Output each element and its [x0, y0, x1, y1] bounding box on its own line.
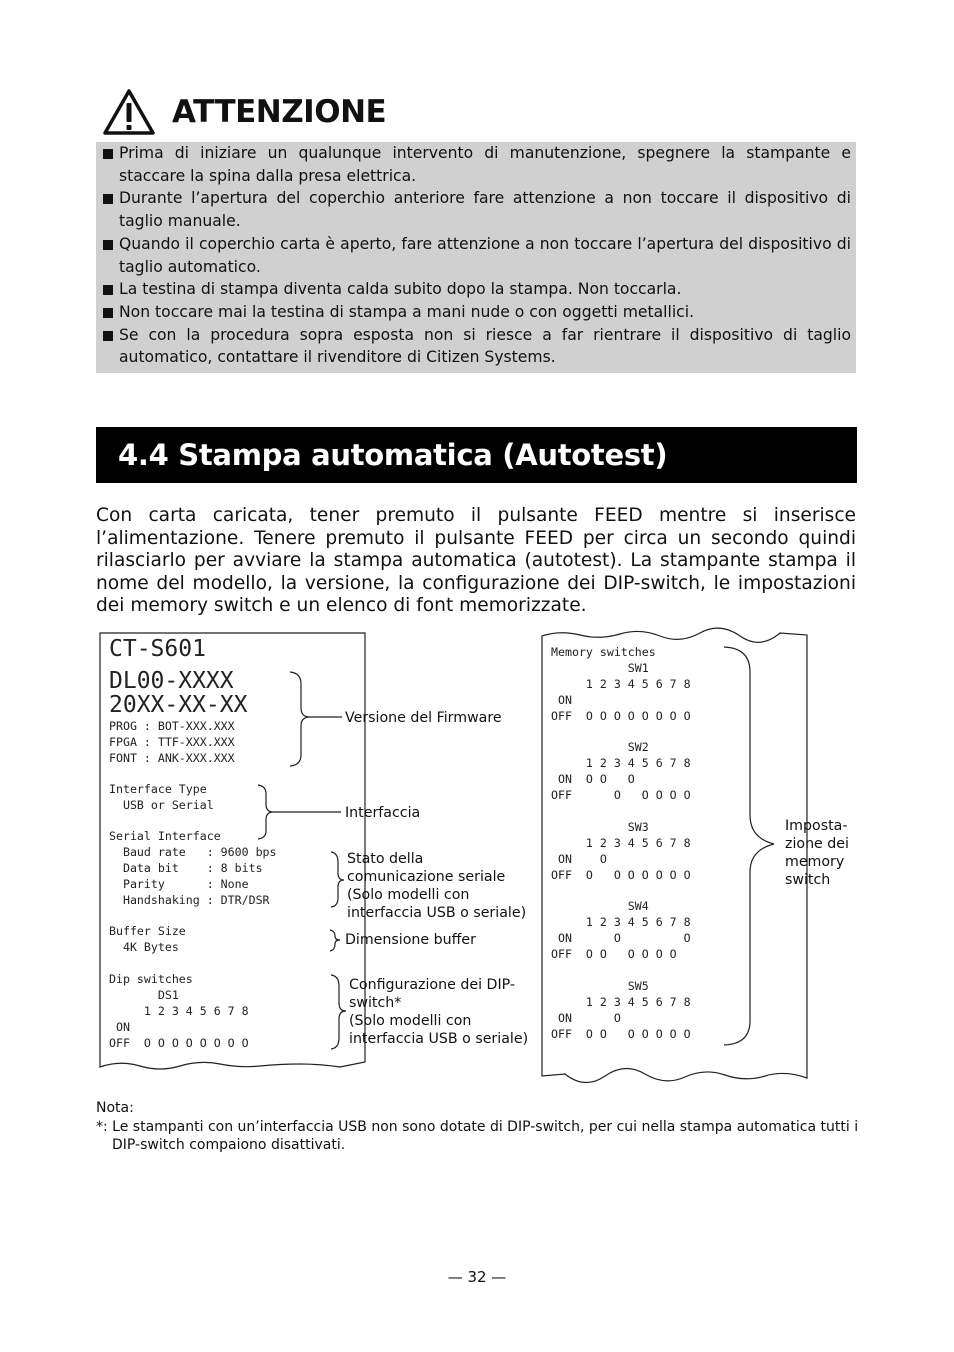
buffer-head: Buffer Size	[109, 924, 186, 938]
warning-item: Se con la procedura sopra esposta non si riesce a far rientrare il dispositivo di taglio automatico, contattare il rivenditore di Citizen Systems.	[96, 324, 856, 369]
sw5-off-row: OFF O O O O O O O	[551, 1027, 691, 1041]
warning-item: La testina di stampa diventa calda subito dopo la stampa. Non toccarla.	[96, 278, 856, 301]
label-memory-3: memory	[785, 854, 845, 870]
firmware-version: DL00-XXXX	[109, 668, 234, 694]
warning-list	[96, 142, 856, 369]
section-title: 4.4 Stampa automatica (Autotest)	[118, 438, 668, 472]
bullet-square-icon	[103, 308, 113, 318]
model-name: CT-S601	[109, 636, 206, 662]
baud-rate-line: Baud rate : 9600 bps	[109, 845, 277, 859]
dip-on-row: ON	[109, 1020, 130, 1034]
label-firmware-version: Versione del Firmware	[345, 710, 502, 726]
bullet-square-icon	[103, 240, 113, 250]
interface-type-value: USB or Serial	[109, 798, 214, 812]
warning-item: Non toccare mai la testina di stampa a mani nude o con oggetti metallici.	[96, 301, 856, 324]
sw2-numbers: 1 2 3 4 5 6 7 8	[551, 756, 691, 770]
serial-head: Serial Interface	[109, 829, 221, 843]
label-memory-1: Imposta-	[785, 818, 848, 834]
label-serial-2: comunicazione seriale	[347, 869, 506, 885]
dip-head: Dip switches	[109, 972, 193, 986]
sw4-off-row: OFF O O O O O O	[551, 947, 677, 961]
sw3-off-row: OFF O O O O O O O	[551, 868, 691, 882]
font-line: FONT : ANK-XXX.XXX	[109, 751, 235, 765]
intro-paragraph-last-line: dei memory switch e un elenco di font memorizzate.	[96, 595, 587, 616]
intro-paragraph: Con carta caricata, tener premuto il pulsante FEED mentre si inserisce l’alimentazione. Tenere premuto il pulsante FEED per circa un secondo quindi rilasciarlo per avviare la stampa automatica (autotest). La stampante stampa il nome del modello, la versione, la configurazione dei DIP-switch, le impostazioni	[96, 505, 856, 594]
firmware-date: 20XX-XX-XX	[109, 692, 248, 718]
label-memory-4: switch	[785, 872, 831, 888]
warning-item: Durante l’apertura del coperchio anteriore fare attenzione a non toccare il dispositivo di taglio manuale.	[96, 187, 856, 232]
label-serial-4: interfaccia USB o seriale)	[347, 905, 527, 921]
sw4-numbers: 1 2 3 4 5 6 7 8	[551, 915, 691, 929]
bullet-square-icon	[103, 194, 113, 204]
warning-box	[96, 142, 856, 373]
dip-numbers: 1 2 3 4 5 6 7 8	[109, 1004, 249, 1018]
sw1-on-row: ON	[551, 693, 572, 707]
label-serial-1: Stato della	[347, 851, 424, 867]
bullet-square-icon	[103, 331, 113, 341]
sw4-on-row: ON O O	[551, 931, 691, 945]
sw4-name: SW4	[551, 899, 649, 913]
sw2-off-row: OFF O O O O O	[551, 788, 691, 802]
parity-line: Parity : None	[109, 877, 249, 891]
sw1-numbers: 1 2 3 4 5 6 7 8	[551, 677, 691, 691]
sw1-off-row: OFF O O O O O O O O	[551, 709, 691, 723]
dip-name: DS1	[109, 988, 179, 1002]
label-memory-2: zione dei	[785, 836, 849, 852]
memory-switches-head: Memory switches	[551, 645, 656, 659]
sw5-on-row: ON O	[551, 1011, 621, 1025]
warning-item: Quando il coperchio carta è aperto, fare attenzione a non toccare l’apertura del dispositivo di taglio automatico.	[96, 233, 856, 278]
label-dip-3: (Solo modelli con	[349, 1013, 472, 1029]
dip-off-row: OFF O O O O O O O O	[109, 1036, 249, 1050]
sw5-numbers: 1 2 3 4 5 6 7 8	[551, 995, 691, 1009]
buffer-value: 4K Bytes	[109, 940, 179, 954]
page-number: — 32 —	[447, 1268, 507, 1286]
label-dip-2: switch*	[349, 995, 402, 1011]
warning-item: Prima di iniziare un qualunque intervento di manutenzione, spegnere la stampante e staccare la spina dalla presa elettrica.	[96, 142, 856, 187]
bullet-square-icon	[103, 149, 113, 159]
label-dip-1: Configurazione dei DIP-	[349, 977, 515, 993]
sw2-name: SW2	[551, 740, 649, 754]
interface-type-head: Interface Type	[109, 782, 207, 796]
prog-line: PROG : BOT-XXX.XXX	[109, 719, 235, 733]
label-serial-3: (Solo modelli con	[347, 887, 470, 903]
data-bit-line: Data bit : 8 bits	[109, 861, 263, 875]
label-interface: Interfaccia	[345, 805, 421, 821]
note-body: *: Le stampanti con un’interfaccia USB non sono dotate di DIP-switch, per cui nella stampa automatica tutti i DIP-switch compaiono disattivati.	[96, 1119, 859, 1153]
warning-title: ATTENZIONE	[172, 94, 387, 130]
note-heading: Nota:	[96, 1100, 134, 1116]
sw3-name: SW3	[551, 820, 649, 834]
sw5-name: SW5	[551, 979, 649, 993]
sw3-numbers: 1 2 3 4 5 6 7 8	[551, 836, 691, 850]
label-dip-4: interfaccia USB o seriale)	[349, 1031, 529, 1047]
section-header-bar	[96, 427, 857, 483]
sw1-name: SW1	[551, 661, 649, 675]
bullet-square-icon	[103, 285, 113, 295]
handshaking-line: Handshaking : DTR/DSR	[109, 893, 270, 907]
label-buffer: Dimensione buffer	[345, 932, 476, 948]
sw2-on-row: ON O O O	[551, 772, 635, 786]
fpga-line: FPGA : TTF-XXX.XXX	[109, 735, 235, 749]
warning-triangle-icon	[102, 88, 156, 136]
sw3-on-row: ON O	[551, 852, 607, 866]
